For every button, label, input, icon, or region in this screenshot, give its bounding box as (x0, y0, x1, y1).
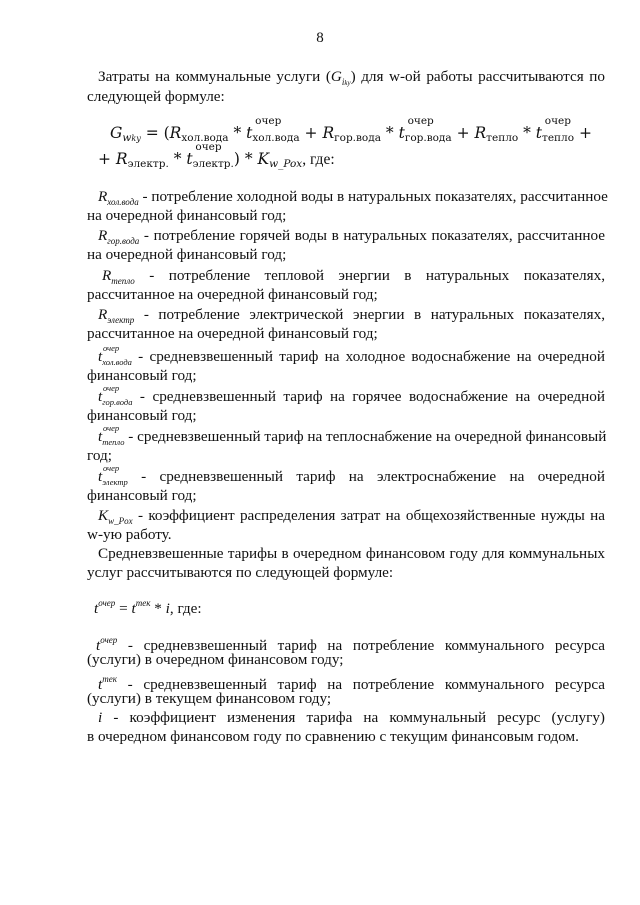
def-r-hol-voda-cont: на очередной финансовый год; (87, 207, 287, 224)
def-t-teplo: t очер $_{тепло}$ - средневзвешенный тариф на теплоснабжение на очередной финансовый (98, 423, 607, 447)
def-r-teplo-cont: рассчитанное на очередной финансовый год; (87, 286, 378, 303)
def-k-w-pox-cont: w-ую работу. (87, 526, 172, 543)
formula-tariff: $t^{очер} = t^{тек} * i$, где: (94, 598, 202, 617)
page-number: 8 (316, 30, 324, 46)
def-r-gor-voda: $R_{гор.вода}$ - потребление горячей воды в натуральных показателях, рассчитанное (98, 227, 605, 246)
def-i: i - коэффициент изменения тарифа на коммунальный ресурс (услугу) (98, 709, 605, 726)
def-t-tek-cont: (услуги) в текущем финансовом году; (87, 690, 332, 707)
def-t-teplo-cont: год; (87, 447, 112, 464)
def-t-tek: $t^{тек}$ - средневзвешенный тариф на потребление коммунального ресурса (98, 674, 605, 693)
def-t-hol-voda: t очер $_{хол.вода}$ - средневзвешенный тариф на холодное водоснабжение на очередной (98, 343, 605, 367)
def-t-hol-voda-cont: финансовый год; (87, 367, 197, 384)
def-t-gor-voda-cont: финансовый год; (87, 407, 197, 424)
def-r-teplo: $R_{тепло}$ - потребление тепловой энергии в натуральных показателях, (102, 267, 605, 286)
para2-line-2: услуг рассчитываются по следующей формуле: (87, 564, 394, 581)
intro-line-1: Затраты на коммунальные услуги $(G_{iky})$ для w-ой работы рассчитываются по (98, 68, 605, 87)
def-k-w-pox: $K_{w\_Pox}$ - коэффициент распределения затрат на общехозяйственные нужды на (98, 507, 605, 526)
def-r-elektr-cont: рассчитанное на очередной финансовый год; (87, 325, 378, 342)
def-t-gor-voda: t очер $_{гор.вода}$ - средневзвешенный тариф на горячее водоснабжение на очередной (98, 383, 605, 407)
def-t-ocher: $t^{очер}$ - средневзвешенный тариф на потребление коммунального ресурса (96, 635, 605, 654)
formula-cost-line-2: + Rэлектр. * t очер электр.) * Kw_Pox, где: (98, 141, 335, 170)
para2-line-1: Средневзвешенные тарифы в очередном финансовом году для коммунальных (98, 545, 605, 562)
def-r-gor-voda-cont: на очередной финансовый год; (87, 246, 287, 263)
intro-line-2: следующей формуле: (87, 88, 225, 105)
def-i-cont: в очередном финансовом году по сравнению с текущим финансовым годом. (87, 728, 579, 745)
def-t-elektr: t очер $_{электр}$ - средневзвешенный тариф на электроснабжение на очередной (98, 463, 605, 487)
def-t-ocher-cont: (услуги) в очередном финансовом году; (87, 651, 344, 668)
def-t-elektr-cont: финансовый год; (87, 487, 197, 504)
formula-cost-line-1: Gwky = (Rхол.вода * t очер хол.вода + Rгор.вода * t очер гор.вода + Rтепло * t очер тепло + (110, 115, 592, 144)
def-r-elektr: $R_{электр}$ - потребление электрической энергии в натуральных показателях, (98, 306, 605, 325)
def-r-hol-voda: $R_{хол.вода}$ - потребление холодной воды в натуральных показателях, рассчитанное (98, 188, 608, 207)
